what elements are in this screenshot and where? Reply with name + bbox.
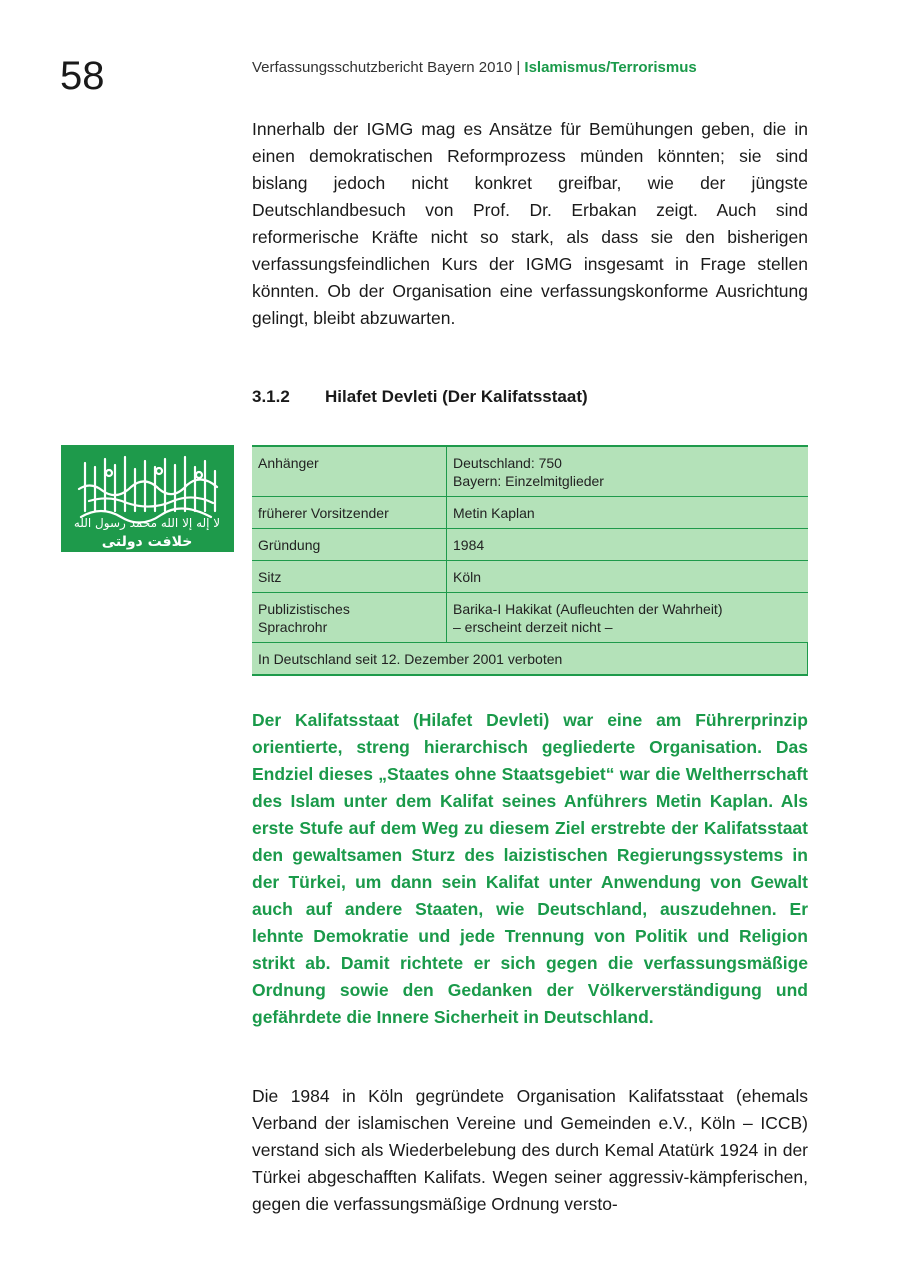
table-value-line: Metin Kaplan [453, 505, 535, 521]
table-value-line: 1984 [453, 537, 485, 553]
subsection-number: 3.1.2 [252, 387, 290, 406]
table-row [252, 529, 808, 561]
table-footer-row [252, 643, 808, 676]
subsection-title: Hilafet Devleti (Der Kalifatsstaat) [325, 387, 588, 406]
table-value [447, 497, 808, 529]
organization-flag [61, 445, 234, 552]
table-value [447, 561, 808, 593]
table-footer: In Deutschland seit 12. Dezember 2001 verboten [252, 643, 808, 676]
section-title: Islamismus/Terrorismus [524, 59, 697, 76]
header-separator: | [516, 59, 521, 76]
organization-info-table [252, 445, 808, 676]
subsection-heading [252, 385, 588, 409]
table-value [447, 593, 808, 643]
table-value-line: Deutschland: 750 [453, 455, 562, 471]
table-value-line: Köln [453, 569, 482, 585]
table-row [252, 446, 808, 497]
table-value [447, 529, 808, 561]
body-paragraph: Die 1984 in Köln gegründete Organisation Kalifatsstaat (ehemals Verband der islamischen Vereine und Gemeinden e.V., Köln – ICCB) verstand sich als Wiederbelebung des durch Kemal Atatürk 1924 in der Türkei abgeschafften Kalifats. Wegen seiner aggressiv-kämpferischen, gegen die verfassungsmäßige Ordnung versto- [252, 1086, 808, 1214]
flag-caption: خلافت دولتی [101, 534, 193, 550]
summary-paragraph: Der Kalifatsstaat (Hilafet Devleti) war eine am Führerprinzip orientierte, streng hierarchisch gegliederte Organisation. Das Endziel dieses „Staates ohne Staatsgebiet“ war die Weltherrschaft des Islam unter dem Kalifat seines Anführers Metin Kaplan. Als erste Stufe auf dem Weg zu diesem Ziel erstrebte der Kalifatsstaat den gewaltsamen Sturz des laizistischen Regierungssystems in der Türkei, um dann sein Kalifat unter Anwendung von Gewalt auch auf andere Staaten, wie Deutschland, auszudehnen. Er lehnte Demokratie und jede Trennung von Politik und Religion strikt ab. Damit richtete er sich gegen die verfassungsmäßige Ordnung sowie den Gedanken der Völkerverständigung und gefährdete die Innere Sicherheit in Deutschland. [252, 710, 808, 1027]
report-title: Verfassungsschutzbericht Bayern 2010 [252, 59, 513, 76]
table-value-line: – erscheint derzeit nicht – [453, 619, 613, 635]
table-label: Gründung [252, 529, 447, 561]
intro-paragraph: Innerhalb der IGMG mag es Ansätze für Bemühungen geben, die in einen demokratischen Reformprozess münden könnten; sie sind bislang jedoch nicht konkret greifbar, wie der jüngste Deutschlandbesuch von Prof. Dr. Erbakan zeigt. Auch sind reformerische Kräfte nicht so stark, als dass sie den bisherigen verfassungsfeindlichen Kurs der IGMG insgesamt in Frage stellen könnten. Ob der Organisation eine verfassungskonforme Ausrichtung gelingt, bleibt abzuwarten. [252, 119, 808, 328]
table-row [252, 497, 808, 529]
table-label [252, 593, 447, 643]
table-value [447, 446, 808, 497]
table-row [252, 561, 808, 593]
page-number: 58 [60, 54, 105, 98]
table-value-line: Bayern: Einzelmitglieder [453, 473, 604, 489]
flag-shahada: لا إله إلا الله محمد رسول الله [73, 516, 221, 530]
running-header [252, 58, 697, 78]
flag-emblem [61, 445, 234, 552]
table-label: Anhänger [252, 446, 447, 497]
table-row [252, 593, 808, 643]
table-label: früherer Vorsitzender [252, 497, 447, 529]
table-label-text: Publizistisches Sprachrohr [258, 601, 350, 635]
table-value-line: Barika-I Hakikat (Aufleuchten der Wahrheit) [453, 601, 723, 617]
table-label: Sitz [252, 561, 447, 593]
